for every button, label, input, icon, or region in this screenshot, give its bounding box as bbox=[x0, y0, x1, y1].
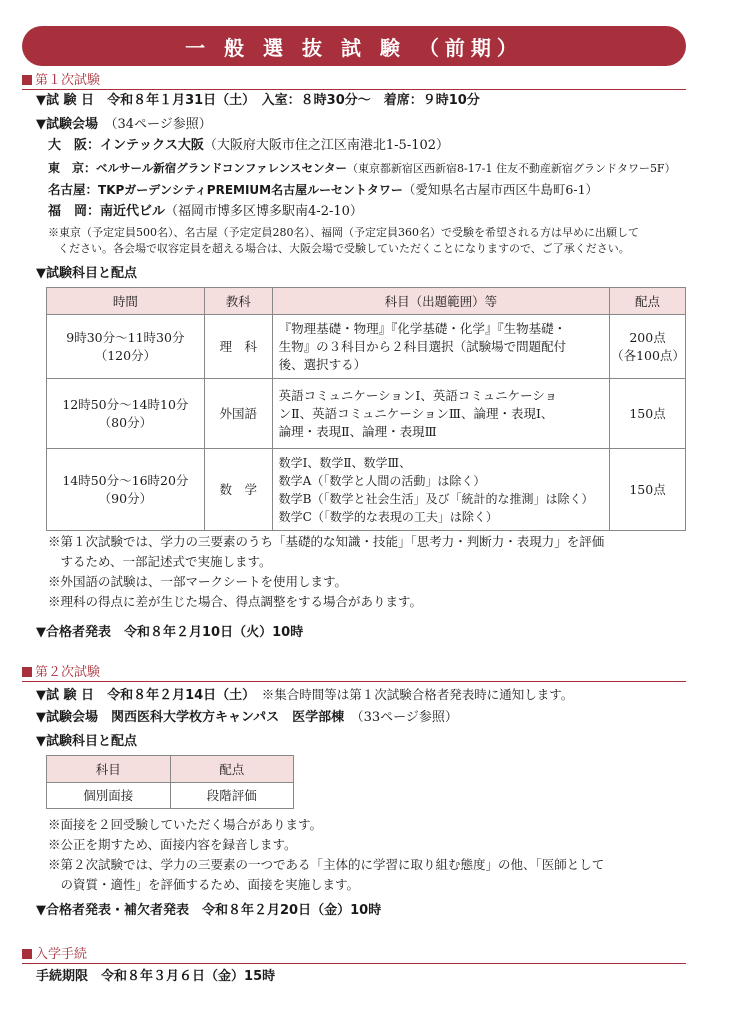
first-exam-venue: ▼試験会場 （34ページ参照） bbox=[36, 117, 212, 132]
venue-nagoya: 名古屋：TKPガーデンシティPREMIUM名古屋ルーセントタワー（愛知県名古屋市西区牛島町6-1） bbox=[48, 182, 599, 197]
second-exam-venue: ▼試験会場 関西医科大学枚方キャンパス 医学部棟 （33ページ参照） bbox=[36, 710, 458, 725]
square-bullet-icon bbox=[22, 949, 32, 959]
section-heading-first-exam: 第１次試験 bbox=[22, 70, 686, 90]
table-row: 14時50分～16時20分 （90分） 数 学 数学Ⅰ、数学Ⅱ、数学Ⅲ、 数学A（「数学と人間の活動」は除く） 数学B（「数学と社会生活」及び「統計的な推測」は除く） 数学C（「数学的な表現の工夫」は除く） 150点 bbox=[47, 449, 686, 531]
header-score: 配点 bbox=[170, 756, 294, 783]
second-exam-table bbox=[46, 755, 294, 809]
capacity-note: ※東京（予定定員500名）、名古屋（予定定員280名）、福岡（予定定員360名）で受験を希望される方は早めに出願して ください。各会場で収容定員を超える場合は、大阪会場で受験していただくことになりますので、ご了承ください。 bbox=[48, 226, 639, 255]
square-bullet-icon bbox=[22, 75, 32, 85]
header-detail: 科目（出題範囲）等 bbox=[272, 288, 609, 315]
first-exam-notes: ※第１次試験では、学力の三要素のうち「基礎的な知識・技能」「思考力・判断力・表現力」を評価 するため、一部記述式で実施します。 ※外国語の試験は、一部マークシートを使用します。 ※理科の得点に差が生じた場合、得点調整をする場合があります。 bbox=[48, 534, 605, 609]
first-exam-table bbox=[46, 287, 686, 531]
header-score: 配点 bbox=[610, 288, 686, 315]
header-subject: 教科 bbox=[204, 288, 272, 315]
first-subjects-label: ▼試験科目と配点 bbox=[36, 266, 137, 281]
table-row: 個別面接 段階評価 bbox=[47, 783, 294, 809]
header-subject: 科目 bbox=[47, 756, 171, 783]
second-exam-date: ▼試 験 日 令和８年２月14日（土） ※集合時間等は第１次試験合格者発表時に通知します。 bbox=[36, 687, 574, 703]
header-time: 時間 bbox=[47, 288, 205, 315]
enrollment-deadline: 手続期限 令和８年３月６日（金）15時 bbox=[36, 969, 276, 984]
square-bullet-icon bbox=[22, 667, 32, 677]
second-subjects-label: ▼試験科目と配点 bbox=[36, 734, 137, 749]
table-row: 9時30分～11時30分 （120分） 理 科 『物理基礎・物理』『化学基礎・化学』『生物基礎・ 生物』の３科目から２科目選択（試験場で問題配付 後、選択する） 200点 （各100点） bbox=[47, 315, 686, 379]
section-heading-enrollment: 入学手続 bbox=[22, 944, 686, 964]
second-result: ▼合格者発表・補欠者発表 令和８年２月20日（金）10時 bbox=[36, 903, 382, 918]
venue-osaka: 大 阪：インテックス大阪（大阪府大阪市住之江区南港北1-5-102） bbox=[48, 138, 450, 153]
page-title-banner: 一 般 選 抜 試 験 （前期） bbox=[22, 26, 686, 66]
section-heading-second-exam: 第２次試験 bbox=[22, 662, 686, 682]
table-row: 12時50分～14時10分 （80分） 外国語 英語コミュニケーションⅠ、英語コミュニケーショ ンⅡ、英語コミュニケーションⅢ、論理・表現Ⅰ、 論理・表現Ⅱ、論理・表現Ⅲ 150点 bbox=[47, 379, 686, 449]
second-exam-notes: ※面接を２回受験していただく場合があります。 ※公正を期すため、面接内容を録音します。 ※第２次試験では、学力の三要素の一つである「主体的に学習に取り組む態度」の他、「医師として の資質・適性」を評価するため、面接を実施します。 bbox=[48, 817, 605, 892]
first-exam-date: ▼試 験 日 令和８年１月31日（土） 入室：８時30分～ 着席：９時10分 bbox=[36, 93, 480, 108]
venue-fukuoka: 福 岡：南近代ビル（福岡市博多区博多駅南4-2-10） bbox=[48, 204, 363, 219]
first-result: ▼合格者発表 令和８年２月10日（火）10時 bbox=[36, 625, 304, 640]
venue-tokyo: 東 京：ベルサール新宿グランドコンファレンスセンター（東京都新宿区西新宿8-17-1 住友不動産新宿グランドタワー5F） bbox=[48, 161, 676, 175]
